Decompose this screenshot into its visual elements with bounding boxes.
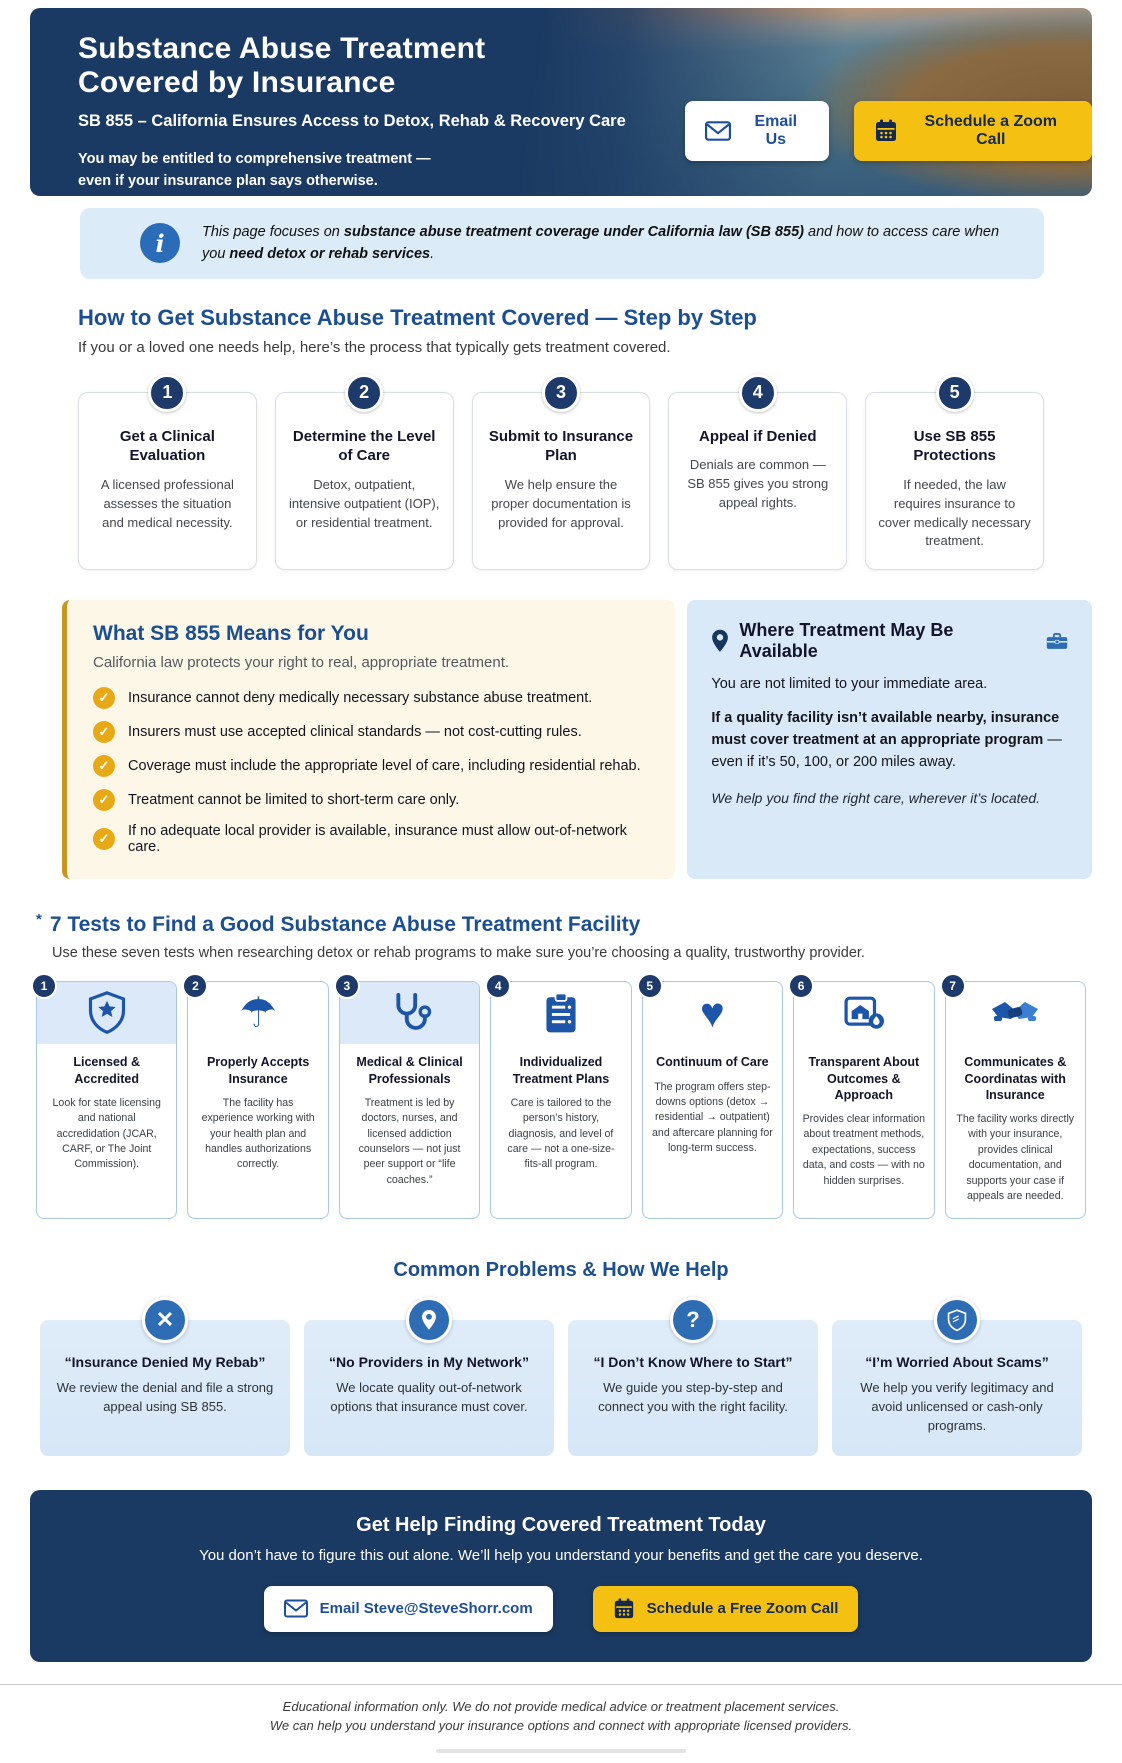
test-description: Provides clear information about treatment methods, expectations, success data, and costs — with no hidden surprises. — [802, 1113, 926, 1187]
test-title: Properly Accepts Insurance — [206, 1055, 310, 1086]
cta-email-label: Email Steve@SteveShorr.com — [319, 1600, 533, 1618]
availability-line1: You are not limited to your immediate area. — [711, 676, 988, 693]
check-icon: ✓ — [93, 721, 115, 743]
hero-tagline — [78, 149, 626, 193]
check-icon: ✓ — [93, 755, 115, 777]
test-title: Medical & Clinical Professionals — [356, 1055, 463, 1086]
availability-heading-row — [711, 620, 1068, 662]
footer-disclaimer — [0, 1684, 1122, 1763]
page-title-line1: Substance Abuse Treatment — [78, 32, 486, 65]
test-icon-area — [643, 982, 782, 1044]
hero-tagline-line1: You may be entitled to comprehensive treatment — — [78, 150, 431, 167]
hero-banner — [30, 8, 1092, 196]
test-description: The program offers step-downs options (detox → residential → outpatient) and aftercare planning for long-term success. — [652, 1080, 773, 1154]
sb855-checklist — [93, 687, 649, 855]
x-glyph: ✕ — [155, 1307, 175, 1333]
problem-description: We locate quality out-of-network options that insurance must cover. — [330, 1380, 528, 1415]
problem-description: We review the denial and file a strong appeal using SB 855. — [56, 1380, 274, 1415]
location-pin-icon — [711, 629, 729, 653]
step-card-4 — [668, 382, 847, 570]
test-number-badge: 1 — [31, 973, 57, 999]
test-number-badge: 3 — [334, 973, 360, 999]
problems-heading: Common Problems & How We Help — [393, 1259, 729, 1282]
availability-italic-line: We help you find the right care, wherever it’s located. — [711, 789, 1041, 806]
step-description: Denials are common — SB 855 gives you strong appeal rights. — [687, 457, 829, 511]
checklist-item-text: Coverage must include the appropriate level of care, including residential rehab. — [128, 758, 641, 775]
info-text-suffix: . — [430, 246, 435, 263]
check-icon: ✓ — [93, 828, 115, 850]
cta-subtext: You don’t have to figure this out alone. We’ll help you understand your benefits and get the care you deserve. — [199, 1546, 923, 1564]
cta-buttons — [50, 1586, 1072, 1632]
footer-divider — [436, 1749, 686, 1753]
availability-bold-text: If a quality facility isn’t available nearby, insurance must cover treatment at an appropriate program — [711, 710, 1060, 749]
test-number-badge: 5 — [637, 973, 663, 999]
calendar-icon — [613, 1598, 635, 1620]
test-icon-area — [946, 982, 1085, 1044]
step-number-badge: 2 — [345, 374, 383, 412]
tests-row — [36, 981, 1086, 1219]
checklist-item-text: Treatment cannot be limited to short-term care only. — [128, 792, 460, 809]
envelope-icon — [284, 1599, 308, 1618]
test-number-badge: 4 — [485, 973, 511, 999]
problem-description: We help you verify legitimacy and avoid unlicensed or cash-only programs. — [860, 1380, 1054, 1433]
test-number-badge: 2 — [182, 973, 208, 999]
test-card-1 — [36, 981, 177, 1219]
tests-section — [36, 913, 1086, 1219]
sb855-intro: California law protects your right to real, appropriate treatment. — [93, 654, 510, 672]
test-number-badge: 6 — [788, 973, 814, 999]
cta-section — [30, 1490, 1092, 1662]
info-icon: i — [140, 223, 180, 263]
cta-email-button[interactable] — [264, 1586, 553, 1632]
page — [0, 8, 1122, 1763]
test-icon-area — [340, 982, 479, 1044]
briefcase-icon — [1046, 632, 1068, 650]
question-glyph: ? — [686, 1307, 700, 1333]
hero-content — [78, 32, 626, 192]
umbrella-icon: ☂ — [239, 989, 277, 1037]
steps-section — [78, 305, 1044, 570]
checklist-item — [93, 789, 649, 811]
problem-title: “I’m Worried About Scams” — [865, 1354, 1049, 1371]
problem-title: “I Don’t Know Where to Start” — [593, 1354, 793, 1371]
steps-intro: If you or a loved one needs help, here’s the process that typically gets treatment covered. — [78, 338, 671, 356]
availability-heading: Where Treatment May Be Available — [739, 620, 954, 662]
pin-circle-icon — [406, 1297, 452, 1343]
test-description: The facility works directly with your insurance, provides clinical documentation, and supports your case if appeals are needed. — [956, 1113, 1075, 1202]
info-banner — [80, 208, 1044, 279]
step-title: Submit to Insurance Plan — [488, 427, 634, 465]
check-icon: ✓ — [93, 789, 115, 811]
test-icon-area — [188, 982, 327, 1044]
checklist-item — [93, 721, 649, 743]
cta-zoom-label: Schedule a Free Zoom Call — [646, 1600, 839, 1618]
checklist-item — [93, 687, 649, 709]
info-banner-text — [202, 221, 1020, 266]
checklist-item — [93, 755, 649, 777]
step-title: Determine the Level of Care — [292, 427, 436, 465]
stethoscope-icon — [388, 991, 432, 1035]
info-text-bold1: substance abuse treatment coverage under California law (SB 855) — [343, 224, 804, 240]
step-card-3 — [472, 382, 651, 570]
test-description: Care is tailored to the person’s history, diagnosis, and level of care — not a one-size-fits-all program. — [507, 1096, 615, 1171]
test-card-2 — [187, 981, 328, 1219]
disclaimer-line1: Educational information only. We do not provide medical advice or treatment placement services. — [282, 1698, 840, 1714]
step-title: Get a Clinical Evaluation — [119, 427, 215, 465]
sb855-heading: What SB 855 Means for You — [93, 622, 369, 646]
test-title: Continuum of Care — [656, 1055, 769, 1070]
steps-row — [78, 382, 1044, 570]
test-number-badge: 7 — [940, 973, 966, 999]
problem-card-4 — [832, 1320, 1082, 1456]
step-card-2 — [275, 382, 454, 570]
test-title: Transparent About Outcomes & Approach — [808, 1055, 920, 1102]
hero-tagline-line2: even if your insurance plan says otherwise. — [78, 172, 378, 189]
email-us-label: Email Us — [754, 113, 798, 148]
test-description: Look for state licensing and national accredidation (JCAR, CARF, or The Joint Commission). — [52, 1096, 161, 1171]
test-card-7 — [945, 981, 1086, 1219]
problem-card-3 — [568, 1307, 818, 1456]
step-number-badge: 3 — [542, 374, 580, 412]
test-card-6 — [793, 981, 934, 1219]
checklist-item-text: If no adequate local provider is available, insurance must allow out-of-network care. — [128, 823, 627, 856]
tests-heading-row — [36, 913, 1086, 937]
email-us-button[interactable] — [685, 101, 829, 161]
x-circle-icon — [142, 1297, 188, 1343]
step-description: Detox, outpatient, intensive outpatient (IOP), or residential treatment. — [289, 476, 440, 530]
test-title: Communicates & Coordinatas with Insurance — [964, 1055, 1067, 1102]
test-card-3 — [339, 981, 480, 1219]
sb855-panel — [62, 600, 675, 879]
step-description: A licensed professional assesses the situation and medical necessity. — [100, 476, 234, 530]
availability-normal-text: — even if it’s 50, 100, or 200 miles away. — [711, 732, 1062, 770]
schedule-zoom-label: Schedule a Zoom Call — [924, 113, 1058, 148]
problem-title: “Insurance Denied My Rebab” — [64, 1354, 266, 1371]
step-card-1 — [78, 382, 257, 570]
question-circle-icon — [670, 1297, 716, 1343]
envelope-icon — [705, 121, 731, 141]
problem-card-2 — [304, 1320, 554, 1456]
cta-zoom-button[interactable] — [593, 1586, 859, 1632]
info-text-bold2: need detox or rehab services — [229, 246, 431, 263]
page-title-line2: Covered by Insurance — [78, 65, 396, 99]
step-number-badge: 4 — [739, 374, 777, 412]
step-number-badge: 1 — [148, 374, 186, 412]
problem-description: We guide you step-by-step and connect you with the right facility. — [598, 1380, 788, 1415]
test-icon-area — [37, 982, 176, 1044]
steps-heading: How to Get Substance Abuse Treatment Covered — Step by Step — [78, 304, 757, 330]
page-title — [78, 32, 626, 100]
house-search-icon — [843, 993, 885, 1033]
asterisk-mark: * — [36, 911, 42, 929]
heart-icon: ♥ — [699, 989, 725, 1037]
test-card-5 — [642, 981, 783, 1219]
availability-panel — [687, 600, 1092, 879]
checklist-item-text: Insurance cannot deny medically necessary substance abuse treatment. — [128, 690, 593, 707]
test-icon-area — [794, 982, 933, 1044]
problems-section — [40, 1259, 1082, 1456]
handshake-icon — [989, 997, 1041, 1029]
check-icon: ✓ — [93, 687, 115, 709]
test-card-4 — [490, 981, 631, 1219]
checklist-item — [93, 823, 649, 855]
step-card-5 — [865, 382, 1044, 570]
test-icon-area — [491, 982, 630, 1044]
clipboard-icon — [544, 992, 578, 1034]
sb855-row — [62, 600, 1092, 879]
calendar-icon — [874, 119, 898, 143]
schedule-zoom-button[interactable] — [854, 101, 1092, 161]
test-title: Individualized Treatment Plans — [512, 1055, 610, 1086]
shield-star-icon — [87, 991, 127, 1035]
availability-paragraph — [711, 708, 1068, 773]
tests-heading: 7 Tests to Find a Good Substance Abuse Treatment Facility — [49, 913, 641, 937]
test-description: The facility has experience working with your health plan and handles authorizations correctly. — [201, 1096, 315, 1171]
problem-card-1 — [40, 1307, 290, 1456]
tests-intro: Use these seven tests when researching detox or rehab programs to make sure you’re choosing a quality, trustworthy provider. — [52, 945, 865, 962]
disclaimer-line2: We can help you understand your insurance options and connect with appropriate licensed providers. — [269, 1717, 853, 1733]
step-description: If needed, the law requires insurance to cover medically necessary treatment. — [878, 476, 1031, 549]
test-description: Treatment is led by doctors, nurses, and licensed addiction counselors — not just peer support or “life coaches.” — [358, 1096, 461, 1186]
cta-heading: Get Help Finding Covered Treatment Today — [356, 1513, 766, 1536]
hero-buttons — [685, 101, 1092, 161]
problem-title: “No Providers in My Network” — [329, 1354, 529, 1371]
hero-subtitle: SB 855 – California Ensures Access to Detox, Rehab & Recovery Care — [78, 111, 626, 130]
shield-circle-icon — [934, 1297, 980, 1343]
checklist-item-text: Insurers must use accepted clinical standards — not cost-cutting rules. — [128, 724, 582, 741]
step-description: We help ensure the proper documentation is provided for approval. — [491, 476, 631, 530]
problems-row — [40, 1307, 1082, 1456]
test-title: Licensed & Accredited — [73, 1055, 141, 1086]
step-number-badge: 5 — [936, 374, 974, 412]
info-text-middle: and how to access care when you — [202, 224, 1000, 263]
step-title: Appeal if Denied — [699, 427, 817, 445]
info-text-prefix: This page focuses on — [202, 224, 344, 240]
step-title: Use SB 855 Protections — [913, 427, 996, 465]
